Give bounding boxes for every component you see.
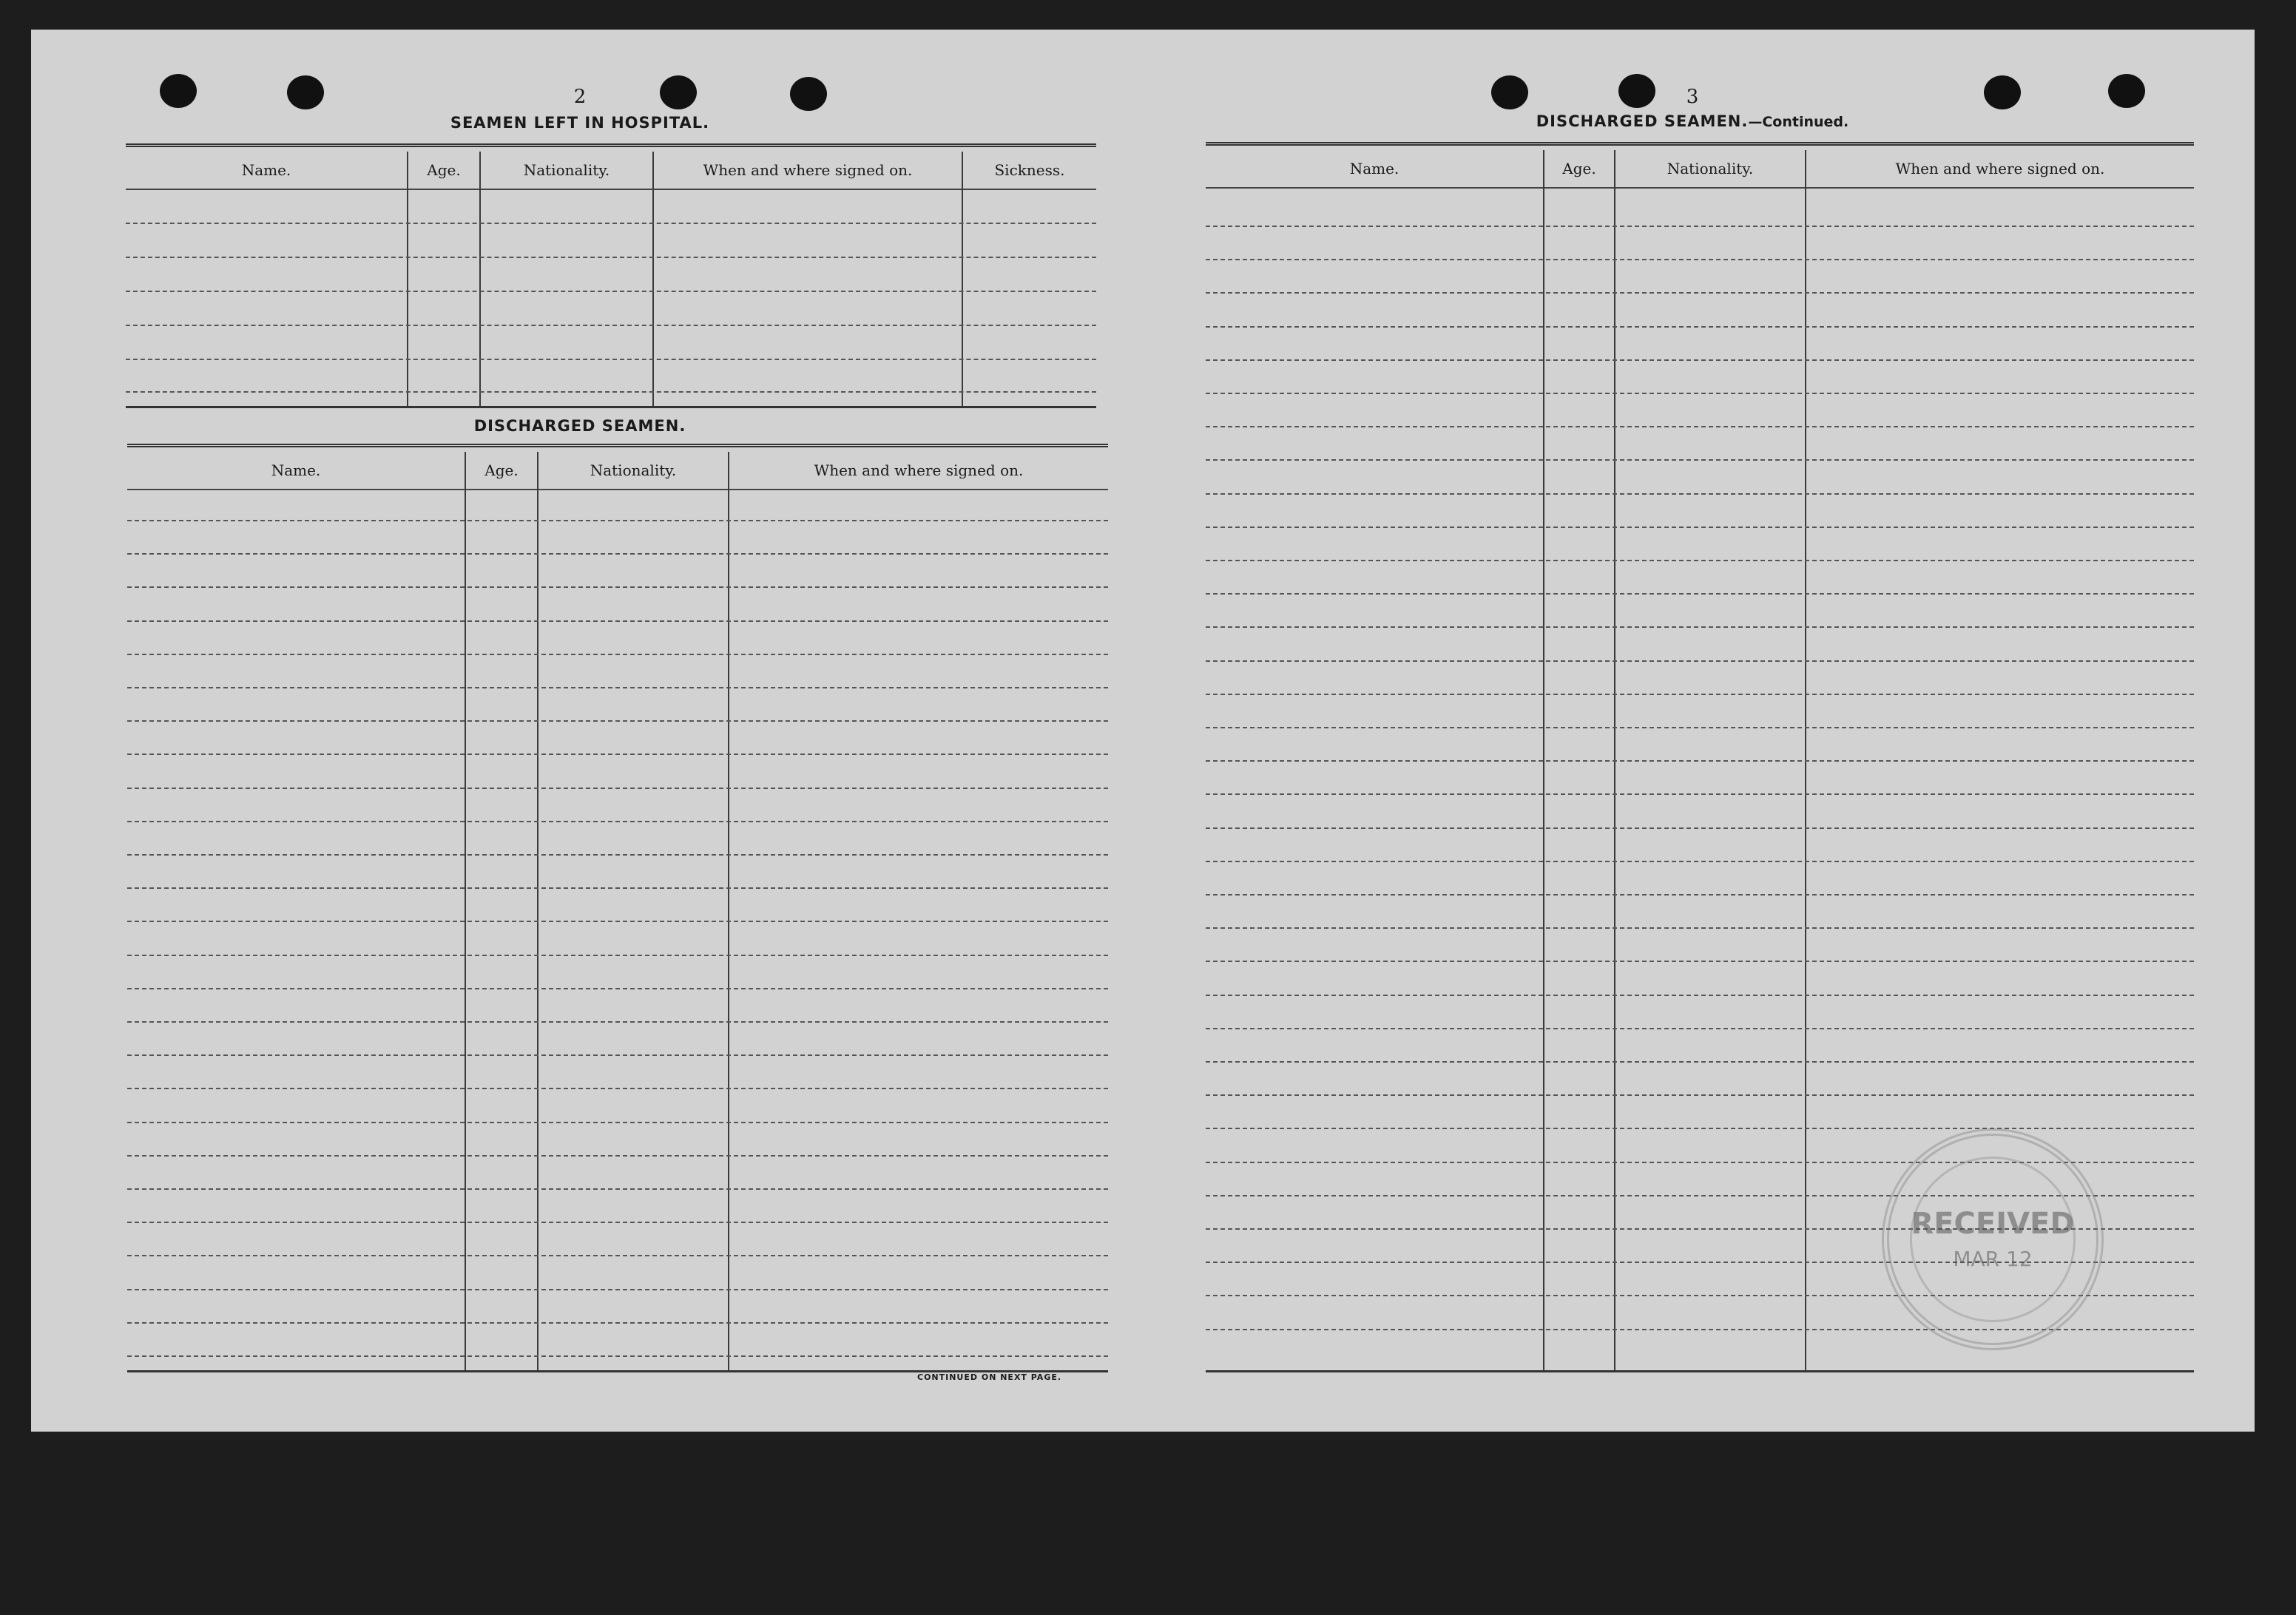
entry-line bbox=[1206, 760, 2194, 762]
entry-line bbox=[1206, 393, 2194, 394]
entry-line bbox=[1206, 326, 2194, 328]
entry-line bbox=[127, 955, 1108, 956]
entry-line bbox=[127, 1054, 1108, 1056]
continued-note: CONTINUED ON NEXT PAGE. bbox=[917, 1372, 1062, 1382]
entry-line bbox=[1206, 593, 2194, 595]
received-stamp bbox=[1882, 1128, 2104, 1350]
entry-line bbox=[127, 687, 1108, 688]
entry-line bbox=[127, 988, 1108, 989]
entry-line bbox=[127, 586, 1108, 588]
entry-line bbox=[127, 1088, 1108, 1089]
table-header-row bbox=[1206, 150, 2194, 189]
entry-line bbox=[126, 391, 1096, 393]
column-header-age: Age. bbox=[1562, 160, 1596, 177]
column-divider bbox=[407, 152, 408, 406]
discharged-section-title: DISCHARGED SEAMEN. bbox=[473, 417, 686, 435]
entry-line bbox=[127, 1021, 1108, 1023]
entry-line bbox=[127, 553, 1108, 555]
entry-line bbox=[127, 1322, 1108, 1324]
entry-line bbox=[127, 754, 1108, 755]
column-header-nationality: Nationality. bbox=[1667, 160, 1754, 177]
column-header-name: Name. bbox=[1349, 160, 1399, 177]
entry-line bbox=[126, 359, 1096, 360]
entry-line bbox=[127, 520, 1108, 521]
entry-line bbox=[127, 1355, 1108, 1357]
entry-line bbox=[1206, 861, 2194, 862]
entry-line bbox=[126, 223, 1096, 224]
entry-line bbox=[127, 654, 1108, 655]
entry-line bbox=[127, 1122, 1108, 1123]
entry-line bbox=[1206, 793, 2194, 795]
column-header-signed-on: When and where signed on. bbox=[814, 461, 1024, 479]
entry-line bbox=[127, 788, 1108, 789]
page-number: 3 bbox=[1686, 86, 1699, 108]
column-divider bbox=[728, 452, 729, 1370]
left-page bbox=[93, 30, 1111, 1432]
column-header-age: Age. bbox=[427, 161, 461, 179]
entry-line bbox=[1206, 894, 2194, 895]
entry-line bbox=[126, 257, 1096, 258]
entry-line bbox=[1206, 626, 2194, 628]
entry-line bbox=[126, 291, 1096, 292]
entry-line bbox=[127, 1188, 1108, 1190]
entry-line bbox=[1206, 995, 2194, 996]
entry-line bbox=[127, 1222, 1108, 1223]
column-header-name: Name. bbox=[271, 461, 321, 479]
column-divider bbox=[537, 452, 538, 1370]
column-divider bbox=[479, 152, 481, 406]
entry-line bbox=[1206, 1061, 2194, 1063]
entry-line bbox=[127, 1255, 1108, 1256]
entry-line bbox=[1206, 1028, 2194, 1029]
entry-line bbox=[1206, 961, 2194, 962]
column-header-nationality: Nationality. bbox=[523, 161, 610, 179]
entry-line bbox=[1206, 259, 2194, 260]
entry-line bbox=[127, 821, 1108, 822]
stamp-word: RECEIVED bbox=[1911, 1207, 2075, 1241]
entry-line bbox=[127, 854, 1108, 856]
column-header-signed-on: When and where signed on. bbox=[703, 161, 913, 179]
table-header-row bbox=[126, 152, 1096, 190]
entry-line bbox=[1206, 1128, 2194, 1129]
entry-line bbox=[1206, 694, 2194, 695]
entry-line bbox=[1206, 459, 2194, 461]
entry-line bbox=[126, 325, 1096, 326]
column-divider bbox=[962, 152, 963, 406]
column-header-sickness: Sickness. bbox=[994, 161, 1065, 179]
table-header-row bbox=[127, 452, 1108, 490]
entry-line bbox=[127, 1289, 1108, 1290]
hospital-table bbox=[126, 143, 1096, 408]
section-title: DISCHARGED SEAMEN. bbox=[1536, 112, 1749, 130]
column-header-age: Age. bbox=[484, 461, 519, 479]
entry-line bbox=[127, 887, 1108, 889]
entry-line bbox=[1206, 927, 2194, 929]
discharged-table bbox=[127, 444, 1108, 1372]
entry-line bbox=[127, 1155, 1108, 1157]
column-header-signed-on: When and where signed on. bbox=[1895, 160, 2105, 177]
continued-suffix: —Continued. bbox=[1748, 114, 1849, 130]
page-number: 2 bbox=[573, 86, 587, 108]
entry-line bbox=[1206, 660, 2194, 662]
column-divider bbox=[465, 452, 466, 1370]
entry-line bbox=[1206, 560, 2194, 561]
entry-line bbox=[127, 720, 1108, 722]
entry-line bbox=[1206, 827, 2194, 829]
entry-line bbox=[1206, 527, 2194, 528]
entry-line bbox=[1206, 493, 2194, 495]
column-header-nationality: Nationality. bbox=[590, 461, 677, 479]
hospital-section-title: SEAMEN LEFT IN HOSPITAL. bbox=[450, 114, 710, 132]
discharged-continued-title bbox=[1206, 112, 2179, 130]
entry-line bbox=[1206, 226, 2194, 227]
entry-line bbox=[127, 620, 1108, 622]
column-header-name: Name. bbox=[241, 161, 291, 179]
column-divider bbox=[652, 152, 654, 406]
entry-line bbox=[1206, 1094, 2194, 1096]
entry-line bbox=[1206, 727, 2194, 728]
entry-line bbox=[127, 921, 1108, 922]
entry-line bbox=[1206, 359, 2194, 361]
entry-line bbox=[1206, 292, 2194, 294]
stamp-date: MAR 12 bbox=[1953, 1247, 2033, 1271]
ledger-spread bbox=[31, 30, 2255, 1432]
entry-line bbox=[1206, 426, 2194, 427]
